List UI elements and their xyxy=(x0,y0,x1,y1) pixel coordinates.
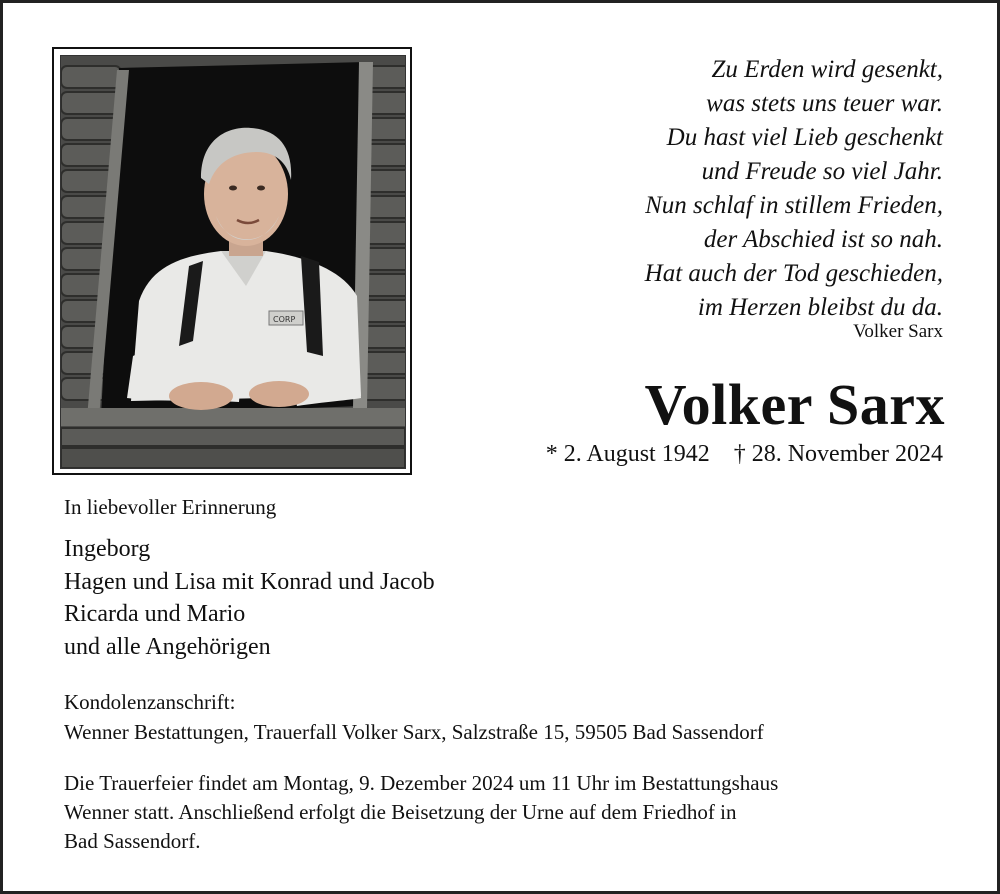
poem-line: was stets uns teuer war. xyxy=(706,90,943,117)
ceremony-info xyxy=(64,769,964,856)
life-dates xyxy=(546,441,943,468)
memory-line: In liebevoller Erinnerung xyxy=(64,495,277,519)
ceremony-line: Die Trauerfeier findet am Montag, 9. Dezember 2024 um 11 Uhr im Bestattungshaus xyxy=(64,771,779,795)
ceremony-line: Bad Sassendorf. xyxy=(64,829,201,853)
portrait-illustration xyxy=(61,56,405,468)
condolence-address: Wenner Bestattungen, Trauerfall Volker Sarx, Salzstraße 15, 59505 Bad Sassendorf xyxy=(64,720,764,744)
death-date: † 28. November 2024 xyxy=(733,441,943,467)
poem-line: und Freude so viel Jahr. xyxy=(701,158,943,185)
memorial-poem xyxy=(523,53,943,325)
poem-line: Zu Erden wird gesenkt, xyxy=(711,56,943,83)
family-list xyxy=(64,533,435,663)
family-member: Hagen und Lisa mit Konrad und Jacob xyxy=(64,568,435,595)
birth-date: * 2. August 1942 xyxy=(545,441,710,467)
portrait-photo xyxy=(60,55,406,469)
poem-line: Hat auch der Tod geschieden, xyxy=(644,260,943,287)
poem-line: Nun schlaf in stillem Frieden, xyxy=(645,192,943,219)
family-member: Ricarda und Mario xyxy=(64,601,246,627)
poem-line: der Abschied ist so nah. xyxy=(703,226,943,253)
poem-line: Du hast viel Lieb geschenkt xyxy=(666,124,943,151)
ceremony-line: Wenner statt. Anschließend erfolgt die Beisetzung der Urne auf dem Friedhof in xyxy=(64,800,737,824)
condolence-label: Kondolenzanschrift: xyxy=(64,690,236,714)
portrait-frame xyxy=(52,47,412,475)
deceased-name: Volker Sarx xyxy=(644,372,945,437)
shirt-badge-text: CORP xyxy=(273,315,296,324)
poem-line: im Herzen bleibst du da. xyxy=(697,294,943,321)
condolence-section xyxy=(64,687,764,747)
family-member: Ingeborg xyxy=(64,536,151,562)
family-member: und alle Angehörigen xyxy=(64,633,271,660)
poem-author: Volker Sarx xyxy=(853,321,943,342)
